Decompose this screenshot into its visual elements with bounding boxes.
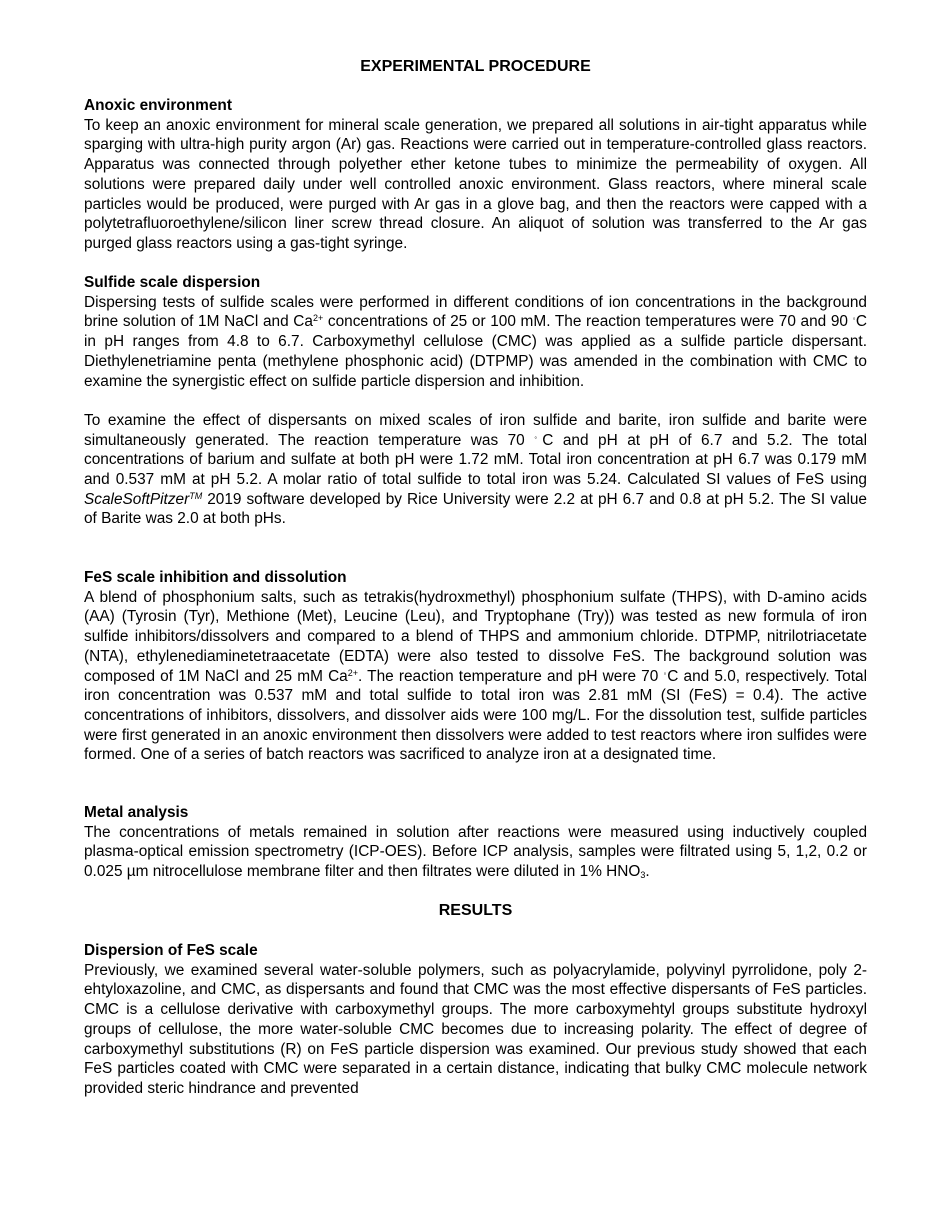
- sulfide-dispersion-title: Sulfide scale dispersion: [84, 274, 261, 291]
- dispersion-paragraph: Previously, we examined several water-soluble polymers, such as polyacrylamide, polyvinyl pyrrolidone, poly 2-ehtyloxazoline, and CMC, as dispersants and found that CMC was the most effective dispersants of FeS particles. CMC is a cellulose derivative with carboxymethyl groups. The more carboxymehtyl groups substitute hydroxyl groups of cellulose, the more water-soluble CMC becomes due to increasing polarity. The effect of degree of carboxymethyl substitutions (R) on FeS particle dispersion was examined. Our previous study showed that each FeS particles coated with CMC were separated in a certain distance, indicating that bulky CMC molecule network provided steric hindrance and prevented: [84, 961, 867, 1097]
- sulfide-dispersion-paragraph-1: Dispersing tests of sulfide scales were performed in different conditions of ion concentrations in the background brine solution of 1M NaCl and $Ca^{2+}$ concentrations of 25 or 100 mM. The reaction temperatures were 70 and 90 ◦C in pH ranges from 4.8 to 6.7. Carboxymethyl cellulose (CMC) was applied as a sulfide particle dispersant. Diethylenetriamine penta (methylene phosphonic acid) (DTPMP) was amended in the combination with CMC to examine the synergistic effect on sulfide particle dispersion and inhibition.: [84, 293, 867, 390]
- anoxic-title: Anoxic environment: [84, 97, 232, 114]
- anoxic-paragraph: To keep an anoxic environment for mineral scale generation, we prepared all solutions in air-tight apparatus while sparging with ultra-high purity argon (Ar) gas. Reactions were carried out in temperature-controlled glass reactors. Apparatus was connected through polyether ether ketone tubes to minimize the permeability of oxygen. All solutions were prepared daily under well controlled anoxic environment. Glass reactors, where mineral scale particles would be produced, were purged with Ar gas in a glove bag, and then the reactors were capped with a polytetrafluoroethylene/silicon liner screw thread closure. An aliquot of solution was transferred to the Ar gas purged glass reactors using a gas-tight syringe.: [84, 116, 867, 252]
- degree-symbol: ◦: [852, 314, 856, 324]
- section-metal-analysis: [84, 803, 867, 882]
- degree-symbol: ◦: [663, 668, 668, 678]
- degree-symbol: ◦: [534, 432, 543, 442]
- metal-analysis-paragraph: The concentrations of metals remained in solution after reactions were measured using inductively coupled plasma-optical emission spectrometry (ICP-OES). Before ICP analysis, samples were filtrated using 5, 1,2, 0.2 or 0.025 µm nitrocellulose membrane filter and then filtrates were diluted in 1% $HNO_3$.: [84, 823, 867, 881]
- inhibition-title: FeS scale inhibition and dissolution: [84, 569, 347, 586]
- section-inhibition: [84, 568, 867, 765]
- software-name: ScaleSoftPitzer: [84, 490, 190, 508]
- section-sulfide-dispersion: [84, 273, 867, 529]
- section-anoxic: [84, 96, 867, 254]
- dispersion-title: Dispersion of FeS scale: [84, 942, 258, 959]
- metal-analysis-title: Metal analysis: [84, 804, 189, 821]
- results-heading: RESULTS: [438, 902, 513, 919]
- inhibition-paragraph: A blend of phosphonium salts, such as tetrakis(hydroxmethyl) phosphonium sulfate (THPS), with D-amino acids (AA) (Tyrosin (Tyr), Methione (Met), Leucine (Leu), and Tryptophane (Try)) was tested as new formula of iron sulfide inhibitors/dissolvers and compared to a blend of THPS and ammonium chloride. DTPMP, nitrilotriacetate (NTA), ethylenediaminetetraacetate (EDTA) were also tested to dissolve FeS. The background solution was composed of 1M NaCl and 25 mM $Ca^{2+}$. The reaction temperature and pH were 70 ◦C and 5.0, respectively. Total iron concentration was 0.537 mM and total sulfide to total iron was 2.81 mM (SI (FeS) = 0.4). The active concentrations of inhibitors, dissolvers, and dissolver aids were 100 mg/L. For the dissolution test, sulfide particles were first generated in an anoxic environment then dissolvers were added to test reactors where iron sulfides were formed. One of a series of batch reactors was sacrificed to analyze iron at a designated time.: [84, 588, 867, 764]
- experimental-heading: EXPERIMENTAL PROCEDURE: [360, 58, 591, 75]
- section-dispersion-results: [84, 941, 867, 1099]
- sulfide-dispersion-paragraph-2: To examine the effect of dispersants on mixed scales of iron sulfide and barite, iron sulfide and barite were simultaneously generated. The reaction temperature was 70 ◦C and pH at pH of 6.7 and 5.2. The total concentrations of barium and sulfate at both pH were 1.72 mM. Total iron concentration at pH 6.7 was 0.179 mM and 0.537 mM at pH 5.2. A molar ratio of total sulfide to total iron was 5.24. Calculated SI values of FeS using ScaleSoftPitzer™ 2019 software developed by Rice University were 2.2 at pH 6.7 and 0.8 at pH 5.2. The SI value of Barite was 2.0 at both pHs.: [84, 411, 867, 528]
